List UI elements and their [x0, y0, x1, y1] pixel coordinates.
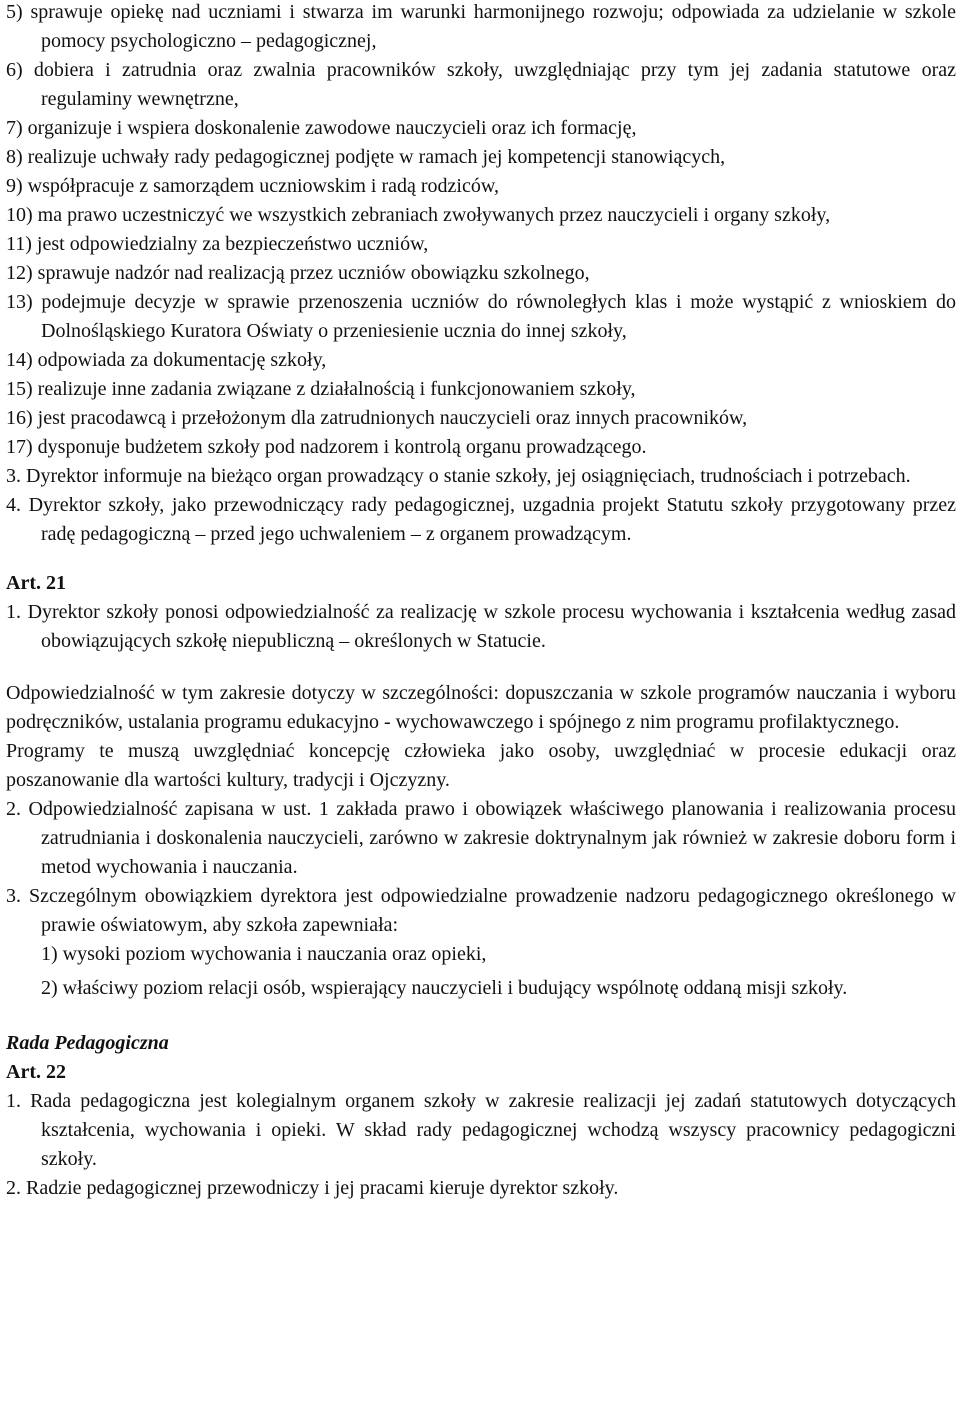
- list-item-17: 17) dysponuje budżetem szkoły pod nadzorem i kontrolą organu prowadzącego.: [6, 436, 647, 458]
- article-22-paragraph-2: 2. Radzie pedagogicznej przewodniczy i jej pracami kieruje dyrektor szkoły.: [6, 1177, 619, 1199]
- list-item-9: 9) współpracuje z samorządem uczniowskim i radą rodziców,: [6, 175, 499, 197]
- list-item-5: 5) sprawuje opiekę nad uczniami i stwarza im warunki harmonijnego rozwoju; odpowiada za udzielanie w szkole pomocy psychologiczno – pedagogicznej,: [6, 1, 956, 52]
- article-21-heading: Art. 21: [6, 572, 66, 594]
- article-21-paragraph-2: 2. Odpowiedzialność zapisana w ust. 1 zakłada prawo i obowiązek właściwego planowania i realizowania procesu zatrudniania i doskonalenia nauczycieli, zarówno w zakresie doktrynalnym jak również w zakresie doboru form i metod wychowania i nauczania.: [6, 798, 956, 878]
- article-22-paragraph-1: 1. Rada pedagogiczna jest kolegialnym organem szkoły w zakresie realizacji jej zadań statutowych dotyczących kształcenia, wychowania i opieki. W skład rady pedagogicznej wchodzą wszyscy pracownicy pedagogiczni szkoły.: [6, 1090, 956, 1170]
- article-21-paragraph-3-item-1: 1) wysoki poziom wychowania i nauczania oraz opieki,: [41, 943, 487, 965]
- list-item-14: 14) odpowiada za dokumentację szkoły,: [6, 349, 327, 371]
- list-item-15: 15) realizuje inne zadania związane z działalnością i funkcjonowaniem szkoły,: [6, 378, 636, 400]
- article-21-paragraph-3: 3. Szczególnym obowiązkiem dyrektora jest odpowiedzialne prowadzenie nadzoru pedagogicznego określonego w prawie oświatowym, aby szkoła zapewniała:: [6, 885, 956, 936]
- rada-pedagogiczna-title: Rada Pedagogiczna: [6, 1032, 169, 1054]
- article-21-paragraph-1: 1. Dyrektor szkoły ponosi odpowiedzialność za realizację w szkole procesu wychowania i kształcenia według zasad obowiązujących szkołę niepubliczną – określonych w Statucie.: [6, 601, 956, 652]
- paragraph-3: 3. Dyrektor informuje na bieżąco organ prowadzący o stanie szkoły, jej osiągnięciach, trudnościach i potrzebach.: [6, 465, 911, 487]
- article-21-responsibility-paragraph: Odpowiedzialność w tym zakresie dotyczy w szczególności: dopuszczania w szkole programów nauczania i wyboru podręczników, ustalania programu edukacyjno - wychowawczego i spójnego z nim programu profilaktycznego.: [6, 682, 956, 733]
- list-item-12: 12) sprawuje nadzór nad realizacją przez uczniów obowiązku szkolnego,: [6, 262, 590, 284]
- list-item-16: 16) jest pracodawcą i przełożonym dla zatrudnionych nauczycieli oraz innych pracowników,: [6, 407, 748, 429]
- article-21-paragraph-3-item-2: 2) właściwy poziom relacji osób, wspierający nauczycieli i budujący wspólnotę oddaną misji szkoły.: [41, 977, 848, 999]
- list-item-10: 10) ma prawo uczestniczyć we wszystkich zebraniach zwoływanych przez nauczycieli i organy szkoły,: [6, 204, 831, 226]
- document-page: [6, 0, 956, 1203]
- list-item-11: 11) jest odpowiedzialny za bezpieczeństwo uczniów,: [6, 233, 429, 255]
- article-22-heading: Art. 22: [6, 1061, 66, 1083]
- list-item-8: 8) realizuje uchwały rady pedagogicznej podjęte w ramach jej kompetencji stanowiących,: [6, 146, 726, 168]
- paragraph-4: 4. Dyrektor szkoły, jako przewodniczący rady pedagogicznej, uzgadnia projekt Statutu szkoły przygotowany przez radę pedagogiczną – przed jego uchwaleniem – z organem prowadzącym.: [6, 494, 956, 545]
- list-item-13: 13) podejmuje decyzje w sprawie przenoszenia uczniów do równoległych klas i może wystąpić z wnioskiem do Dolnośląskiego Kuratora Oświaty o przeniesienie ucznia do innej szkoły,: [6, 291, 956, 342]
- list-item-7: 7) organizuje i wspiera doskonalenie zawodowe nauczycieli oraz ich formację,: [6, 117, 637, 139]
- article-21-programs-paragraph: Programy te muszą uwzględniać koncepcję człowieka jako osoby, uwzględniać w procesie edukacji oraz poszanowanie dla wartości kultury, tradycji i Ojczyzny.: [6, 740, 956, 791]
- list-item-6: 6) dobiera i zatrudnia oraz zwalnia pracowników szkoły, uwzględniając przy tym jej zadania statutowe oraz regulaminy wewnętrzne,: [6, 59, 956, 110]
